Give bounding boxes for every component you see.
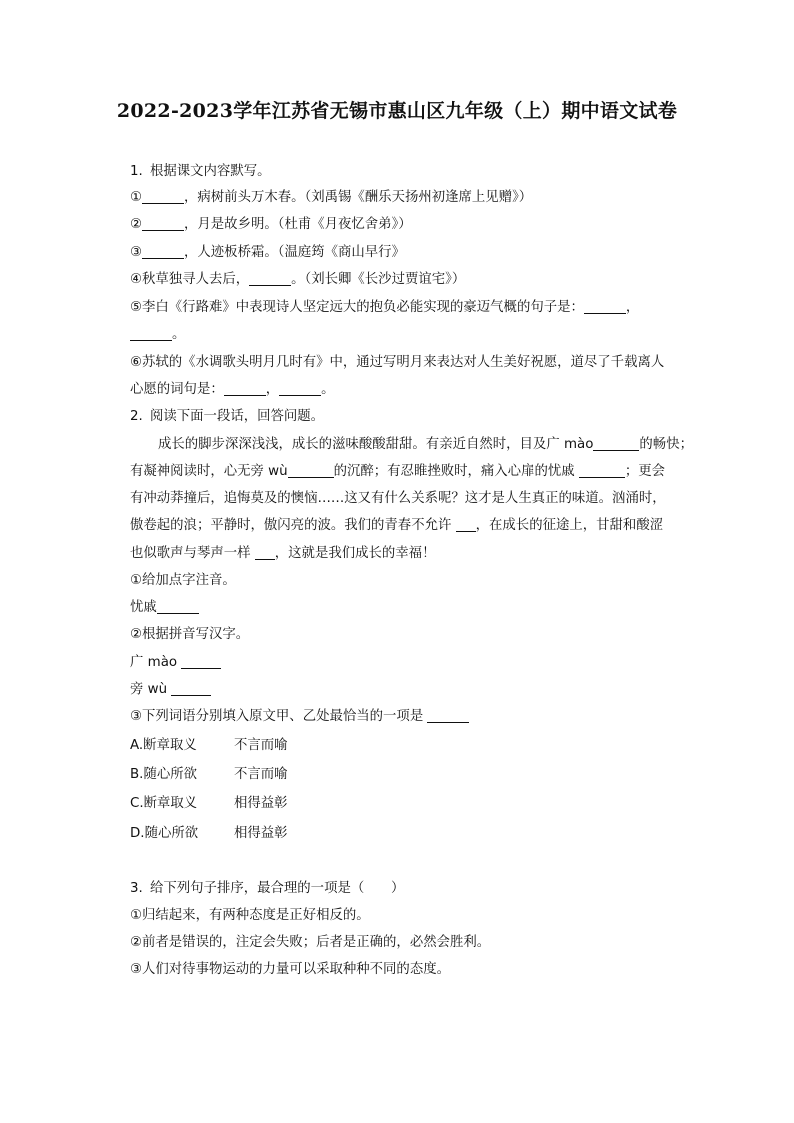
passage-text: 也似歌声与琴声一样 [130, 546, 251, 561]
term-text: 广 mào [130, 655, 178, 670]
answer-blank[interactable] [157, 599, 199, 614]
q2-option-d[interactable] [130, 825, 288, 843]
q2-sub-2-a [130, 654, 221, 672]
option-value: 不言而喻 [234, 767, 288, 782]
q1-item-3 [130, 244, 405, 262]
passage-text: 的畅快； [639, 437, 693, 452]
answer-blank[interactable] [224, 381, 266, 396]
passage-text: 的沉醉；有忍睢挫败时，痛入心扉的忧戚 [333, 464, 575, 479]
q1-item-4 [130, 271, 465, 289]
passage-text: 成长的脚步深深浅浅，成长的滋味酸酸甜甜。有亲近自然时，目及广 mào [158, 437, 594, 452]
answer-blank[interactable] [130, 326, 172, 341]
q2-stem-line [130, 408, 324, 426]
option-value: 相得益彰 [234, 796, 288, 811]
q1-item-5-cont [130, 326, 185, 344]
q2-sub-3 [130, 708, 469, 726]
q1-item-4-text-a: ④秋草独寻人去后， [130, 272, 250, 287]
q2-sub-2 [130, 626, 249, 644]
answer-blank[interactable] [579, 463, 625, 478]
q3-stem-line [130, 880, 404, 898]
answer-blank[interactable] [255, 545, 275, 560]
sub-question-text: ③下列词语分别填入原文甲、乙处最恰当的一项是 [130, 709, 424, 724]
q1-item-6-comma: ， [265, 382, 280, 397]
answer-blank[interactable] [427, 708, 469, 723]
q1-number: 1. [130, 164, 143, 179]
q2-option-b[interactable] [130, 766, 288, 784]
q2-option-a[interactable] [130, 737, 288, 755]
answer-blank[interactable] [288, 463, 334, 478]
q3-sentence-3 [130, 961, 450, 979]
answer-blank[interactable] [584, 299, 626, 314]
answer-blank[interactable] [279, 381, 321, 396]
q1-item-5 [130, 299, 639, 317]
answer-blank[interactable] [171, 681, 211, 696]
sentence-text: ②前者是错误的，注定会失败；后者是正确的，必然会胜利。 [130, 935, 491, 950]
q3-sentence-2 [130, 934, 490, 952]
q1-stem: 根据课文内容默写。 [150, 164, 271, 179]
answer-blank[interactable] [456, 517, 476, 532]
q2-stem: 阅读下面一段话，回答问题。 [150, 409, 325, 424]
passage-text: ，在成长的征途上，甘甜和酸涩 [475, 518, 664, 533]
passage-text: 有凝神阅读时，心无旁 wù [130, 464, 288, 479]
answer-blank[interactable] [142, 189, 184, 204]
q2-passage-line-1 [158, 436, 693, 454]
q1-item-2-text: ，月是故乡明。（杜甫《月夜忆舍弟》） [184, 217, 412, 232]
q1-item-2 [130, 216, 412, 234]
q1-item-6-cont [130, 381, 335, 399]
passage-text: ；更会 [624, 464, 666, 479]
q1-item-6-end: 。 [321, 382, 335, 397]
q2-passage-line-4 [130, 517, 663, 535]
q3-sentence-1 [130, 907, 370, 925]
option-label: C.断章取义 [130, 796, 198, 811]
passage-text: ，这就是我们成长的幸福！ [274, 546, 436, 561]
q1-item-5-text: ⑤李白《行路难》中表现诗人坚定远大的抱负必能实现的豪迈气概的句子是： [130, 300, 584, 315]
answer-blank[interactable] [181, 654, 221, 669]
q1-item-2-marker: ② [130, 217, 143, 232]
answer-blank[interactable] [142, 244, 184, 259]
q1-item-3-text: ，人迹板桥霜。（温庭筠《商山早行》 [184, 245, 405, 260]
option-label: B.随心所欲 [130, 767, 198, 782]
q2-option-c[interactable] [130, 795, 288, 813]
q1-item-1-text: ，病树前头万木春。（刘禹锡《酬乐天扬州初逢席上见赠》） [184, 190, 533, 205]
sentence-text: ③人们对待事物运动的力量可以采取种种不同的态度。 [130, 962, 450, 977]
answer-blank[interactable] [249, 271, 291, 286]
q3-stem: 给下列句子排序，最合理的一项是（ ） [150, 881, 405, 896]
option-label: A.断章取义 [130, 738, 197, 753]
q1-item-5-end: 。 [172, 327, 186, 342]
option-value: 不言而喻 [234, 738, 288, 753]
q1-item-5-comma: ， [625, 300, 640, 315]
q1-item-1-marker: ① [130, 190, 143, 205]
q1-item-4-text-b: 。（刘长卿《长沙过贾谊宅》） [291, 272, 466, 287]
q2-sub-1-answer [130, 599, 199, 617]
term-text: 旁 wù [130, 682, 168, 697]
q2-passage-line-2 [130, 463, 665, 481]
q1-item-6-text-b: 心愿的词句是： [130, 382, 224, 397]
sub-question-text: ①给加点字注音。 [130, 573, 236, 588]
option-label: D.随心所欲 [130, 826, 199, 841]
passage-text: 有冲动莽撞后，追悔莫及的懊恼……这又有什么关系呢？这才是人生真正的味道。汹涌时， [130, 491, 666, 506]
q1-item-3-marker: ③ [130, 245, 143, 260]
q2-sub-2-b [130, 681, 211, 699]
passage-text: 傲卷起的浪；平静时，傲闪亮的波。我们的青春不允许 [130, 518, 452, 533]
answer-blank[interactable] [142, 216, 184, 231]
q1-item-6 [130, 354, 664, 372]
sentence-text: ①归结起来，有两种态度是正好相反的。 [130, 908, 370, 923]
q3-number: 3. [130, 881, 143, 896]
q1-item-1 [130, 189, 532, 207]
q2-passage-line-3 [130, 490, 666, 508]
term-text: 忧戚 [130, 600, 157, 615]
q2-number: 2. [130, 409, 143, 424]
q2-passage-line-5 [130, 545, 435, 563]
option-value: 相得益彰 [234, 826, 288, 841]
answer-blank[interactable] [593, 436, 639, 451]
sub-question-text: ②根据拼音写汉字。 [130, 627, 250, 642]
exam-title: 2022-2023学年江苏省无锡市惠山区九年级（上）期中语文试卷 [116, 100, 678, 122]
q1-stem-line [130, 163, 271, 181]
q2-sub-1 [130, 572, 236, 590]
q1-item-6-text: ⑥苏轼的《水调歌头明月几时有》中，通过写明月来表达对人生美好祝愿，道尽了千载离人 [130, 355, 665, 370]
